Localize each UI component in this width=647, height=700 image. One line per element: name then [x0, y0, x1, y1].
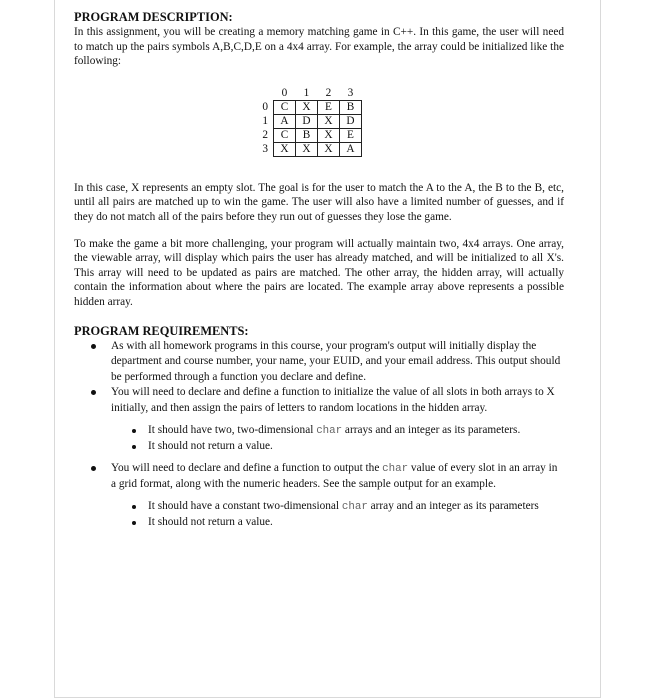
- requirement-text: You will need to declare and define a function to initialize the value of all slots in both arrays to X initially, and then assign the pairs of letters to random locations in the hidden array.: [111, 386, 555, 414]
- code-keyword: char: [382, 462, 409, 475]
- sub-requirement-text: It should have a constant two-dimensional: [148, 499, 342, 512]
- sub-requirement-item: [74, 499, 564, 516]
- requirement-item: [74, 461, 564, 493]
- requirement-text: As with all homework programs in this course, your program's output will initially display the department and course number, your name, your EUID, and your email address. This output should be performed through a function you declare and define.: [111, 339, 561, 383]
- grid-cell: E: [318, 100, 340, 114]
- sub-requirement-item: [74, 423, 564, 440]
- sub-requirement-text: It should have two, two-dimensional: [148, 423, 317, 436]
- sub-requirement-text: array and an integer as its parameters: [367, 499, 539, 512]
- example-array: [256, 87, 564, 157]
- grid-cell: X: [318, 128, 340, 142]
- sub-requirement-text: It should not return a value.: [148, 516, 273, 529]
- grid-cell: B: [296, 128, 318, 142]
- grid-cell: X: [296, 100, 318, 114]
- grid-cell: X: [318, 142, 340, 156]
- grid-row: [256, 114, 362, 128]
- column-header: 3: [347, 87, 354, 100]
- grid-cell: E: [340, 128, 362, 142]
- grid-row: [256, 100, 362, 114]
- column-header: 2: [325, 87, 332, 100]
- requirements-list: [74, 339, 564, 532]
- grid-cell: C: [274, 100, 296, 114]
- requirement-text: You will need to declare and define a function to output the: [111, 461, 383, 474]
- sub-requirement-item: [74, 439, 564, 455]
- row-header: 0: [262, 101, 268, 114]
- grid-row: [256, 142, 362, 156]
- program-requirements-heading: PROGRAM REQUIREMENTS:: [74, 323, 249, 338]
- grid-cell: D: [340, 114, 362, 128]
- grid-cell: A: [340, 142, 362, 156]
- sub-requirement-text: It should not return a value.: [148, 440, 273, 453]
- grid-cell: B: [340, 100, 362, 114]
- requirement-text: value of every slot in an array in a grid format, along with the numeric headers. See the sample output for an example.: [111, 461, 558, 491]
- sub-requirement-text: arrays and an integer as its parameters.: [342, 423, 521, 436]
- arrays-paragraph: To make the game a bit more challenging, your program will actually maintain two, 4x4 arrays. One array, the viewable array, will display which pairs the user has already matched, and will be initialized to all X's. This array will need to be updated as pairs are matched. The other array, the hidden array, will actually contain the information about where the pairs are located. The example array above represents a possible hidden array.: [74, 237, 564, 308]
- row-header: 3: [262, 143, 268, 156]
- row-header: 2: [262, 129, 268, 142]
- array-grid: [256, 87, 362, 157]
- column-header: 0: [281, 87, 288, 100]
- grid-cell: X: [296, 142, 318, 156]
- row-header: 1: [262, 115, 268, 128]
- column-header-row: [256, 87, 362, 101]
- document-page: [74, 10, 564, 531]
- sub-requirement-item: [74, 515, 564, 531]
- program-description-heading: PROGRAM DESCRIPTION:: [74, 10, 233, 24]
- requirement-item: [74, 339, 564, 386]
- intro-paragraph: In this assignment, you will be creating a memory matching game in C++. In this game, the user will need to match up the pairs symbols A,B,C,D,E on a 4x4 array. For example, the array could be initialized like the following:: [74, 26, 564, 68]
- grid-cell: D: [296, 114, 318, 128]
- requirement-item: [74, 385, 564, 416]
- grid-cell: A: [274, 114, 296, 128]
- code-keyword: char: [341, 500, 368, 513]
- grid-row: [256, 128, 362, 142]
- column-header: 1: [303, 87, 310, 100]
- goal-paragraph: In this case, X represents an empty slot. The goal is for the user to match the A to the A, the B to the B, etc, until all pairs are matched up to win the game. The user will also have a limited number of guesses, and if they do not match all of the pairs before they run out of guesses they lose the game.: [74, 181, 564, 223]
- code-keyword: char: [316, 424, 343, 437]
- grid-cell: X: [274, 142, 296, 156]
- grid-cell: X: [318, 114, 340, 128]
- grid-cell: C: [274, 128, 296, 142]
